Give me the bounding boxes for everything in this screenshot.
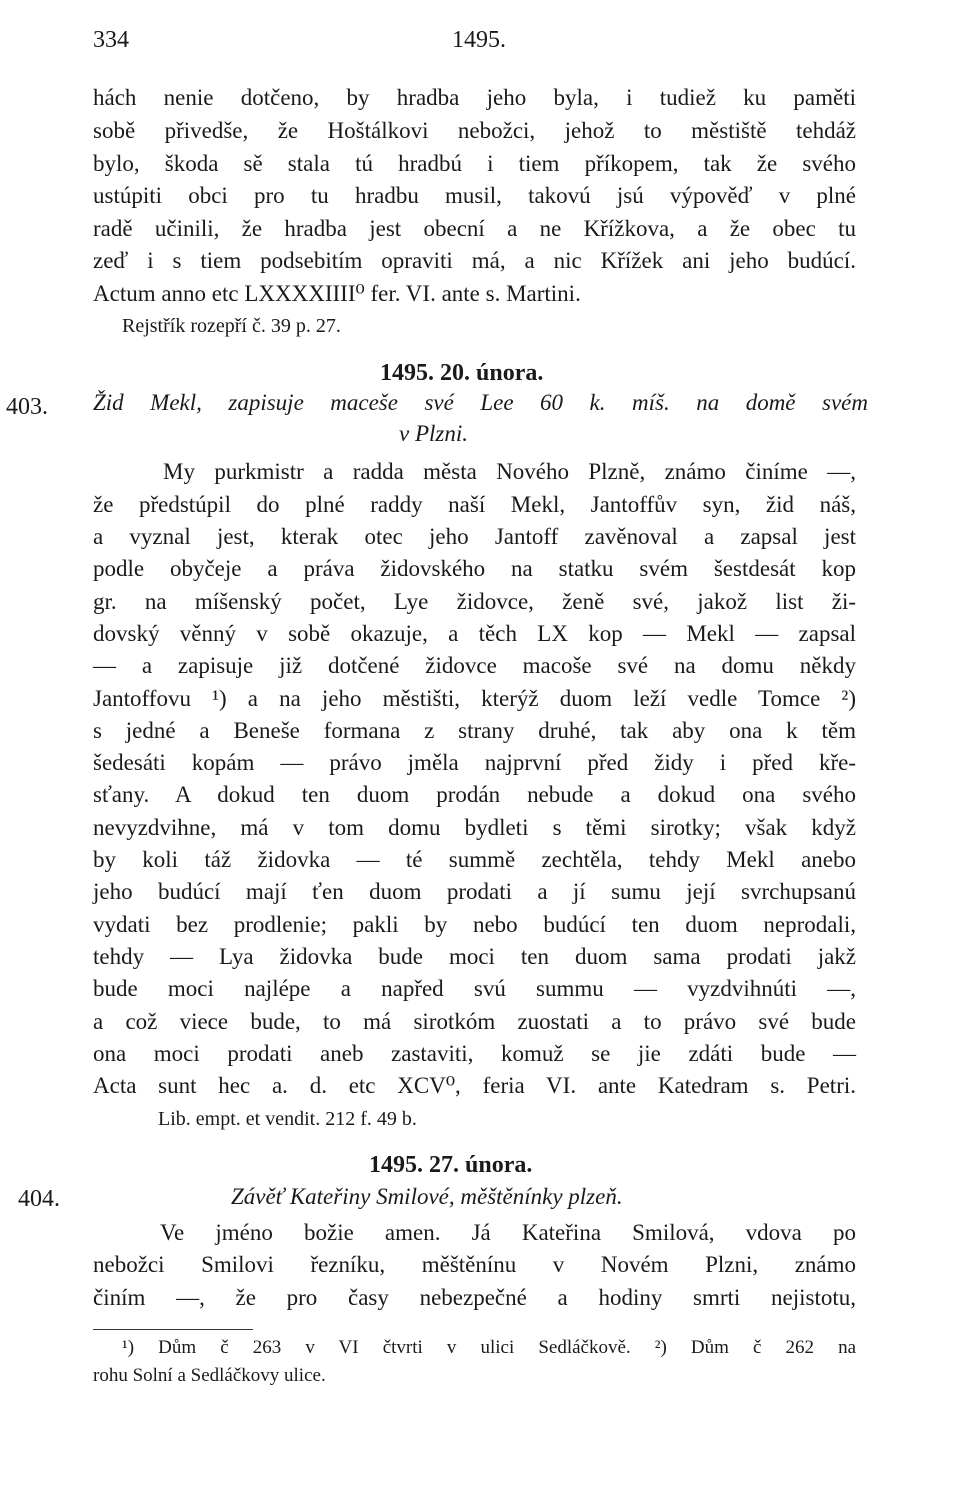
text-line: vydati bez prodlenie; pakli by nebo budúcí ten duom neprodali,	[93, 912, 856, 937]
text-line: ona moci prodati aneb zastaviti, komuž se jie zdáti bude —	[93, 1041, 856, 1066]
text-line: činím —, že pro časy nebezpečné a hodiny smrti nejistotu,	[93, 1285, 856, 1310]
entry-title: Žid Mekl, zapisuje maceše své Lee 60 k. míš. na domě svém	[93, 390, 868, 415]
text-line: bylo, škoda sě stala tú hradbú i tiem příkopem, tak že svého	[93, 151, 856, 176]
text-line: dovský věnný v sobě okazuje, a těch LX kop — Mekl — zapsal	[93, 621, 856, 646]
source-citation: Rejstřík rozepří č. 39 p. 27.	[122, 315, 341, 337]
text-line: Actum anno etc LXXXXIIII⁰ fer. VI. ante s. Martini.	[93, 281, 581, 306]
text-line: sobě přivedše, že Hoštálkovi nebožci, jehož to městiště tehdáž	[93, 118, 856, 143]
text-line: šedesáti kopám — právo jměla najprvní před židy i před kře-	[93, 750, 856, 775]
text-line: s jedné a Beneše formana z strany druhé, tak aby ona k těm	[93, 718, 856, 743]
text-line: radě učinili, že hradba jest obecní a ne Křížkova, a že obec tu	[93, 216, 856, 241]
text-line: by koli táž židovka — té summě zechtěla, tehdy Mekl anebo	[93, 847, 856, 872]
footnote-rule	[93, 1329, 253, 1330]
text-line: — a zapisuje již dotčené židovce macoše své na domu někdy	[93, 653, 856, 678]
entry-date: 1495. 27. února.	[369, 1152, 533, 1178]
text-line: a což viece bude, to má sirotkóm zuostati a to právo své bude	[93, 1009, 856, 1034]
entry-number: 403.	[6, 394, 48, 420]
text-line: a vyznal jest, kterak otec jeho Jantoff zavěnoval a zapsal jest	[93, 524, 856, 549]
text-line: Ve jméno božie amen. Já Kateřina Smilová, vdova po	[160, 1220, 856, 1245]
text-line: jeho budúcí mají ťen duom prodati a jí sumu její svrchupsanú	[93, 879, 856, 904]
entry-title-cont: v Plzni.	[399, 421, 468, 446]
text-line: podle obyčeje a práva židovského na statku svém šestdesát kop	[93, 556, 856, 581]
entry-date: 1495. 20. února.	[380, 360, 544, 386]
text-line: nebožci Smilovi řezníku, měštěnínu v Novém Plzni, známo	[93, 1252, 856, 1277]
text-line: gr. na míšenský počet, Lye židovce, ženě své, jakož list ži-	[93, 589, 856, 614]
entry-title: Závěť Kateřiny Smilové, měštěnínky plzeň.	[231, 1184, 623, 1209]
text-line: zeď i s tiem podsebitím opraviti má, a nic Křížek ani jeho budúcí.	[93, 248, 856, 273]
footnote-line: ¹) Dům č 263 v VI čtvrti v ulici Sedláčkově. ²) Dům č 262 na	[122, 1337, 856, 1358]
text-line: Acta sunt hec a. d. etc XCV⁰, feria VI. ante Katedram s. Petri.	[93, 1073, 856, 1098]
source-citation: Lib. empt. et vendit. 212 f. 49 b.	[158, 1108, 417, 1130]
entry-number: 404.	[18, 1186, 60, 1212]
text-line: ustúpiti obci pro tu hradbu musil, takovú jsú výpověď v plné	[93, 183, 856, 208]
text-line: nevyzdvihne, má v tom domu bydleti s těmi sirotky; však když	[93, 815, 856, 840]
text-line: bude moci najlépe a napřed svú summu — vyzdvihnúti —,	[93, 976, 856, 1001]
text-line: hách nenie dotčeno, by hradba jeho byla, i tudiež ku paměti	[93, 85, 856, 110]
page-header-year: 1495.	[452, 27, 506, 53]
page-number: 334	[93, 27, 129, 53]
text-line: tehdy — Lya židovka bude moci ten duom sama prodati jakž	[93, 944, 856, 969]
text-line: že předstúpil do plné raddy naší Mekl, Jantoffův syn, žid náš,	[93, 492, 856, 517]
footnote-line: rohu Solní a Sedláčkovy ulice.	[93, 1365, 326, 1386]
text-line: My purkmistr a radda města Nového Plzně, známo činíme —,	[163, 459, 856, 484]
text-line: sťany. A dokud ten duom prodán nebude a dokud ona svého	[93, 782, 856, 807]
text-line: Jantoffovu ¹) a na jeho městišti, kterýž duom leží vedle Tomce ²)	[93, 686, 856, 711]
